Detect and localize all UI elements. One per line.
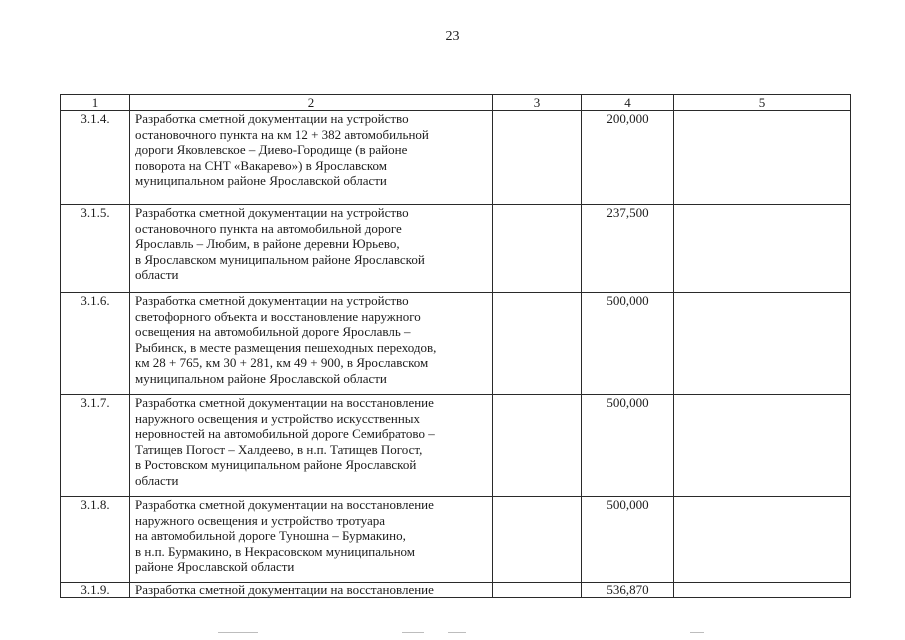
column-header: 5 xyxy=(674,95,851,111)
item-number: 3.1.5. xyxy=(61,205,130,293)
column-3-cell xyxy=(493,293,582,395)
column-3-cell xyxy=(493,111,582,205)
item-amount: 237,500 xyxy=(582,205,674,293)
column-3-cell xyxy=(493,497,582,583)
item-description: Разработка сметной документации на восстановление наружного освещения и устройство искусственных неровностей на автомобильной дороге Семибратово – Татищев Погост – Халдеево, в н.п. Татищев Погост, в Ростовском муниципальном районе Ярославской области xyxy=(130,395,493,497)
column-5-cell xyxy=(674,395,851,497)
item-description: Разработка сметной документации на восстановление наружного освещения и устройство тротуара на автомобильной дороге Туношна – Бурмакино, в н.п. Бурмакино, в Некрасовском муниципальном районе Ярославской области xyxy=(130,497,493,583)
item-amount: 500,000 xyxy=(582,497,674,583)
item-number: 3.1.7. xyxy=(61,395,130,497)
item-description: Разработка сметной документации на восстановление xyxy=(130,583,493,598)
scan-speck xyxy=(218,632,258,633)
column-3-cell xyxy=(493,205,582,293)
scan-speck xyxy=(690,632,704,633)
item-amount: 536,870 xyxy=(582,583,674,598)
column-header: 4 xyxy=(582,95,674,111)
column-5-cell xyxy=(674,293,851,395)
column-5-cell xyxy=(674,205,851,293)
column-5-cell xyxy=(674,583,851,598)
column-5-cell xyxy=(674,497,851,583)
item-description: Разработка сметной документации на устройство остановочного пункта на км 12 + 382 автомобильной дороги Яковлевское – Диево-Городище (в районе поворота на СНТ «Вакарево») в Ярославском муниципальном районе Ярославской области xyxy=(130,111,493,205)
item-amount: 500,000 xyxy=(582,293,674,395)
column-header: 3 xyxy=(493,95,582,111)
column-header: 2 xyxy=(130,95,493,111)
table-row xyxy=(61,293,851,395)
item-amount: 200,000 xyxy=(582,111,674,205)
item-number: 3.1.4. xyxy=(61,111,130,205)
column-3-cell xyxy=(493,395,582,497)
scan-edge-artifacts xyxy=(0,632,905,636)
item-number: 3.1.6. xyxy=(61,293,130,395)
item-amount: 500,000 xyxy=(582,395,674,497)
scan-speck xyxy=(402,632,424,633)
column-5-cell xyxy=(674,111,851,205)
table-row xyxy=(61,205,851,293)
table-row xyxy=(61,583,851,598)
item-description: Разработка сметной документации на устройство светофорного объекта и восстановление наружного освещения на автомобильной дороге Ярославль – Рыбинск, в месте размещения пешеходных переходов, км 28 + 765, км 30 + 281, км 49 + 900, в Ярославском муниципальном районе Ярославской области xyxy=(130,293,493,395)
item-number: 3.1.9. xyxy=(61,583,130,598)
column-3-cell xyxy=(493,583,582,598)
table-row xyxy=(61,395,851,497)
scan-speck xyxy=(448,632,466,633)
table-row xyxy=(61,497,851,583)
budget-table xyxy=(60,94,851,598)
table-header-row xyxy=(61,95,851,111)
table-row xyxy=(61,111,851,205)
page-number: 23 xyxy=(445,29,460,44)
column-header: 1 xyxy=(61,95,130,111)
item-description: Разработка сметной документации на устройство остановочного пункта на автомобильной дороге Ярославль – Любим, в районе деревни Юрьево, в Ярославском муниципальном районе Ярославской области xyxy=(130,205,493,293)
item-number: 3.1.8. xyxy=(61,497,130,583)
